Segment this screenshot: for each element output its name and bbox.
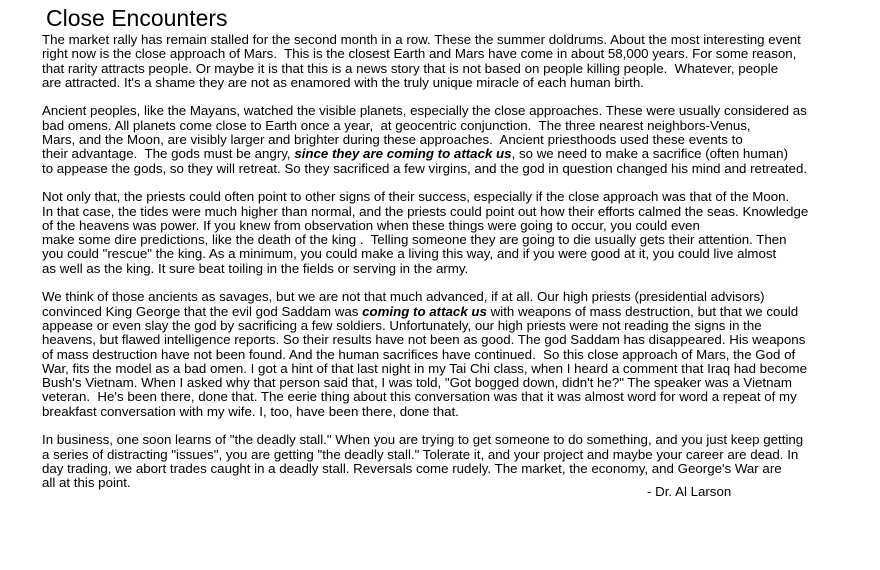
text-line xyxy=(42,205,808,219)
text-line xyxy=(42,147,808,161)
paragraph xyxy=(42,190,808,276)
text-segment: are attracted. It's a shame they are not as enamored with the truly unique miracle of each human birth. xyxy=(42,74,644,90)
paragraph xyxy=(42,290,808,419)
text-segment: Ancient peoples, like the Mayans, watched the visible planets, especially the close approaches. These were usually considered as xyxy=(42,103,807,119)
emphasized-text: coming to attack us xyxy=(362,303,487,319)
text-line xyxy=(42,219,808,233)
text-line xyxy=(42,33,808,47)
text-segment: right now is the close approach of Mars. This is the closest Earth and Mars have come in about 58,000 years. For some reason, xyxy=(42,46,797,62)
text-segment: make some dire predictions, like the death of the king . Telling someone they are going to die usually gets their attention. Then xyxy=(42,232,787,248)
text-segment: , so we need to make a sacrifice (often human) xyxy=(511,146,788,162)
text-line xyxy=(42,247,808,261)
text-line xyxy=(42,405,808,419)
text-line xyxy=(42,162,808,176)
text-line xyxy=(42,333,808,347)
text-segment: The market rally has remain stalled for the second month in a row. These the summer doldrums. About the most interesting event xyxy=(42,32,801,47)
text-line xyxy=(42,133,808,147)
page-title: Close Encounters xyxy=(46,5,228,31)
text-segment: bad omens. All planets come close to Earth once a year, at geocentric conjunction. The three nearest neighbors-Venus, xyxy=(42,117,751,133)
text-line xyxy=(42,190,808,204)
text-segment: of mass destruction have not been found. And the human sacrifices have continued. So this close approach of Mars, the God of xyxy=(42,346,796,362)
text-line xyxy=(42,305,808,319)
text-line xyxy=(42,390,808,404)
text-segment: Bush's Vietnam. When I asked why that person said that, I was told, "Got bogged down, didn't he?" The speaker was a Vietnam xyxy=(42,375,792,391)
author-signature: - Dr. Al Larson xyxy=(647,484,732,499)
text-line xyxy=(42,348,808,362)
text-segment: as well as the king. It sure beat toiling in the fields or serving in the army. xyxy=(42,260,469,276)
text-segment: a series of distracting "issues", you are getting "the deadly stall." Tolerate it, and your project and maybe your career are dead. In xyxy=(42,446,799,462)
text-segment: day trading, we abort trades caught in a deadly stall. Reversals come rudely. The market, the economy, and George's War are xyxy=(42,460,782,476)
text-line xyxy=(42,462,808,476)
text-segment: Not only that, the priests could often point to other signs of their success, especially if the close approach was that of the Moon. xyxy=(42,189,790,205)
text-segment: Mars, and the Moon, are visibly larger and brighter during these approaches. Ancient priesthoods used these events to xyxy=(42,132,743,148)
text-segment: In that case, the tides were much higher than normal, and the priests could point out how their efforts calmed the seas. Knowledge xyxy=(42,203,809,219)
text-line xyxy=(42,119,808,133)
text-segment: War, fits the model as a bad omen. I got a hint of that last night in my Tai Chi class, when I heard a comment that Iraq had become xyxy=(42,360,807,376)
text-line xyxy=(42,376,808,390)
text-line xyxy=(42,62,808,76)
text-segment: of the heavens was power. If you knew from observation when these things were going to occur, you could even xyxy=(42,217,700,233)
text-segment: veteran. He's been there, done that. The eerie thing about this conversation was that it was almost word for word a repeat of my xyxy=(42,389,797,405)
text-line xyxy=(42,76,808,90)
paragraph xyxy=(42,33,808,90)
text-segment: convinced King George that the evil god Saddam was xyxy=(42,303,363,319)
text-segment: to appease the gods, so they will retreat. So they sacrificed a few virgins, and the god in question changed his mind and retreated. xyxy=(42,160,808,176)
article-body xyxy=(42,33,808,505)
text-segment: all at this point. xyxy=(42,475,131,491)
paragraph xyxy=(42,104,808,175)
text-segment: with weapons of mass destruction, but that we could xyxy=(486,303,799,319)
text-line xyxy=(42,47,808,61)
text-segment: that rarity attracts people. Or maybe it is that this is a news story that is not based on people killing people. Whatever, people xyxy=(42,60,779,76)
text-segment: In business, one soon learns of "the deadly stall." When you are trying to get someone to do something, and you just keep getting xyxy=(42,432,804,448)
text-line xyxy=(42,233,808,247)
text-line xyxy=(42,319,808,333)
emphasized-text: since they are coming to attack us xyxy=(294,146,512,162)
text-line xyxy=(42,290,808,304)
text-segment: We think of those ancients as savages, but we are not that much advanced, if at all. Our high priests (presidential advisors) xyxy=(42,289,765,305)
text-segment: heavens, but flawed intelligence reports. So their results have not been as good. The god Saddam has disappeared. His weapons xyxy=(42,332,806,348)
text-line xyxy=(42,262,808,276)
text-segment: their advantage. The gods must be angry, xyxy=(42,146,295,162)
text-line xyxy=(42,433,808,447)
text-line xyxy=(42,448,808,462)
text-line xyxy=(42,362,808,376)
paragraph xyxy=(42,433,808,490)
text-segment: breakfast conversation with my wife. I, too, have been there, done that. xyxy=(42,403,459,419)
text-segment: appease or even slay the god by sacrificing a few soldiers. Unfortunately, our high priests were not reading the signs in the xyxy=(42,317,762,333)
text-segment: you could "rescue" the king. As a minimum, you could make a living this way, and if you were good at it, you could live almost xyxy=(42,246,777,262)
text-line xyxy=(42,104,808,118)
